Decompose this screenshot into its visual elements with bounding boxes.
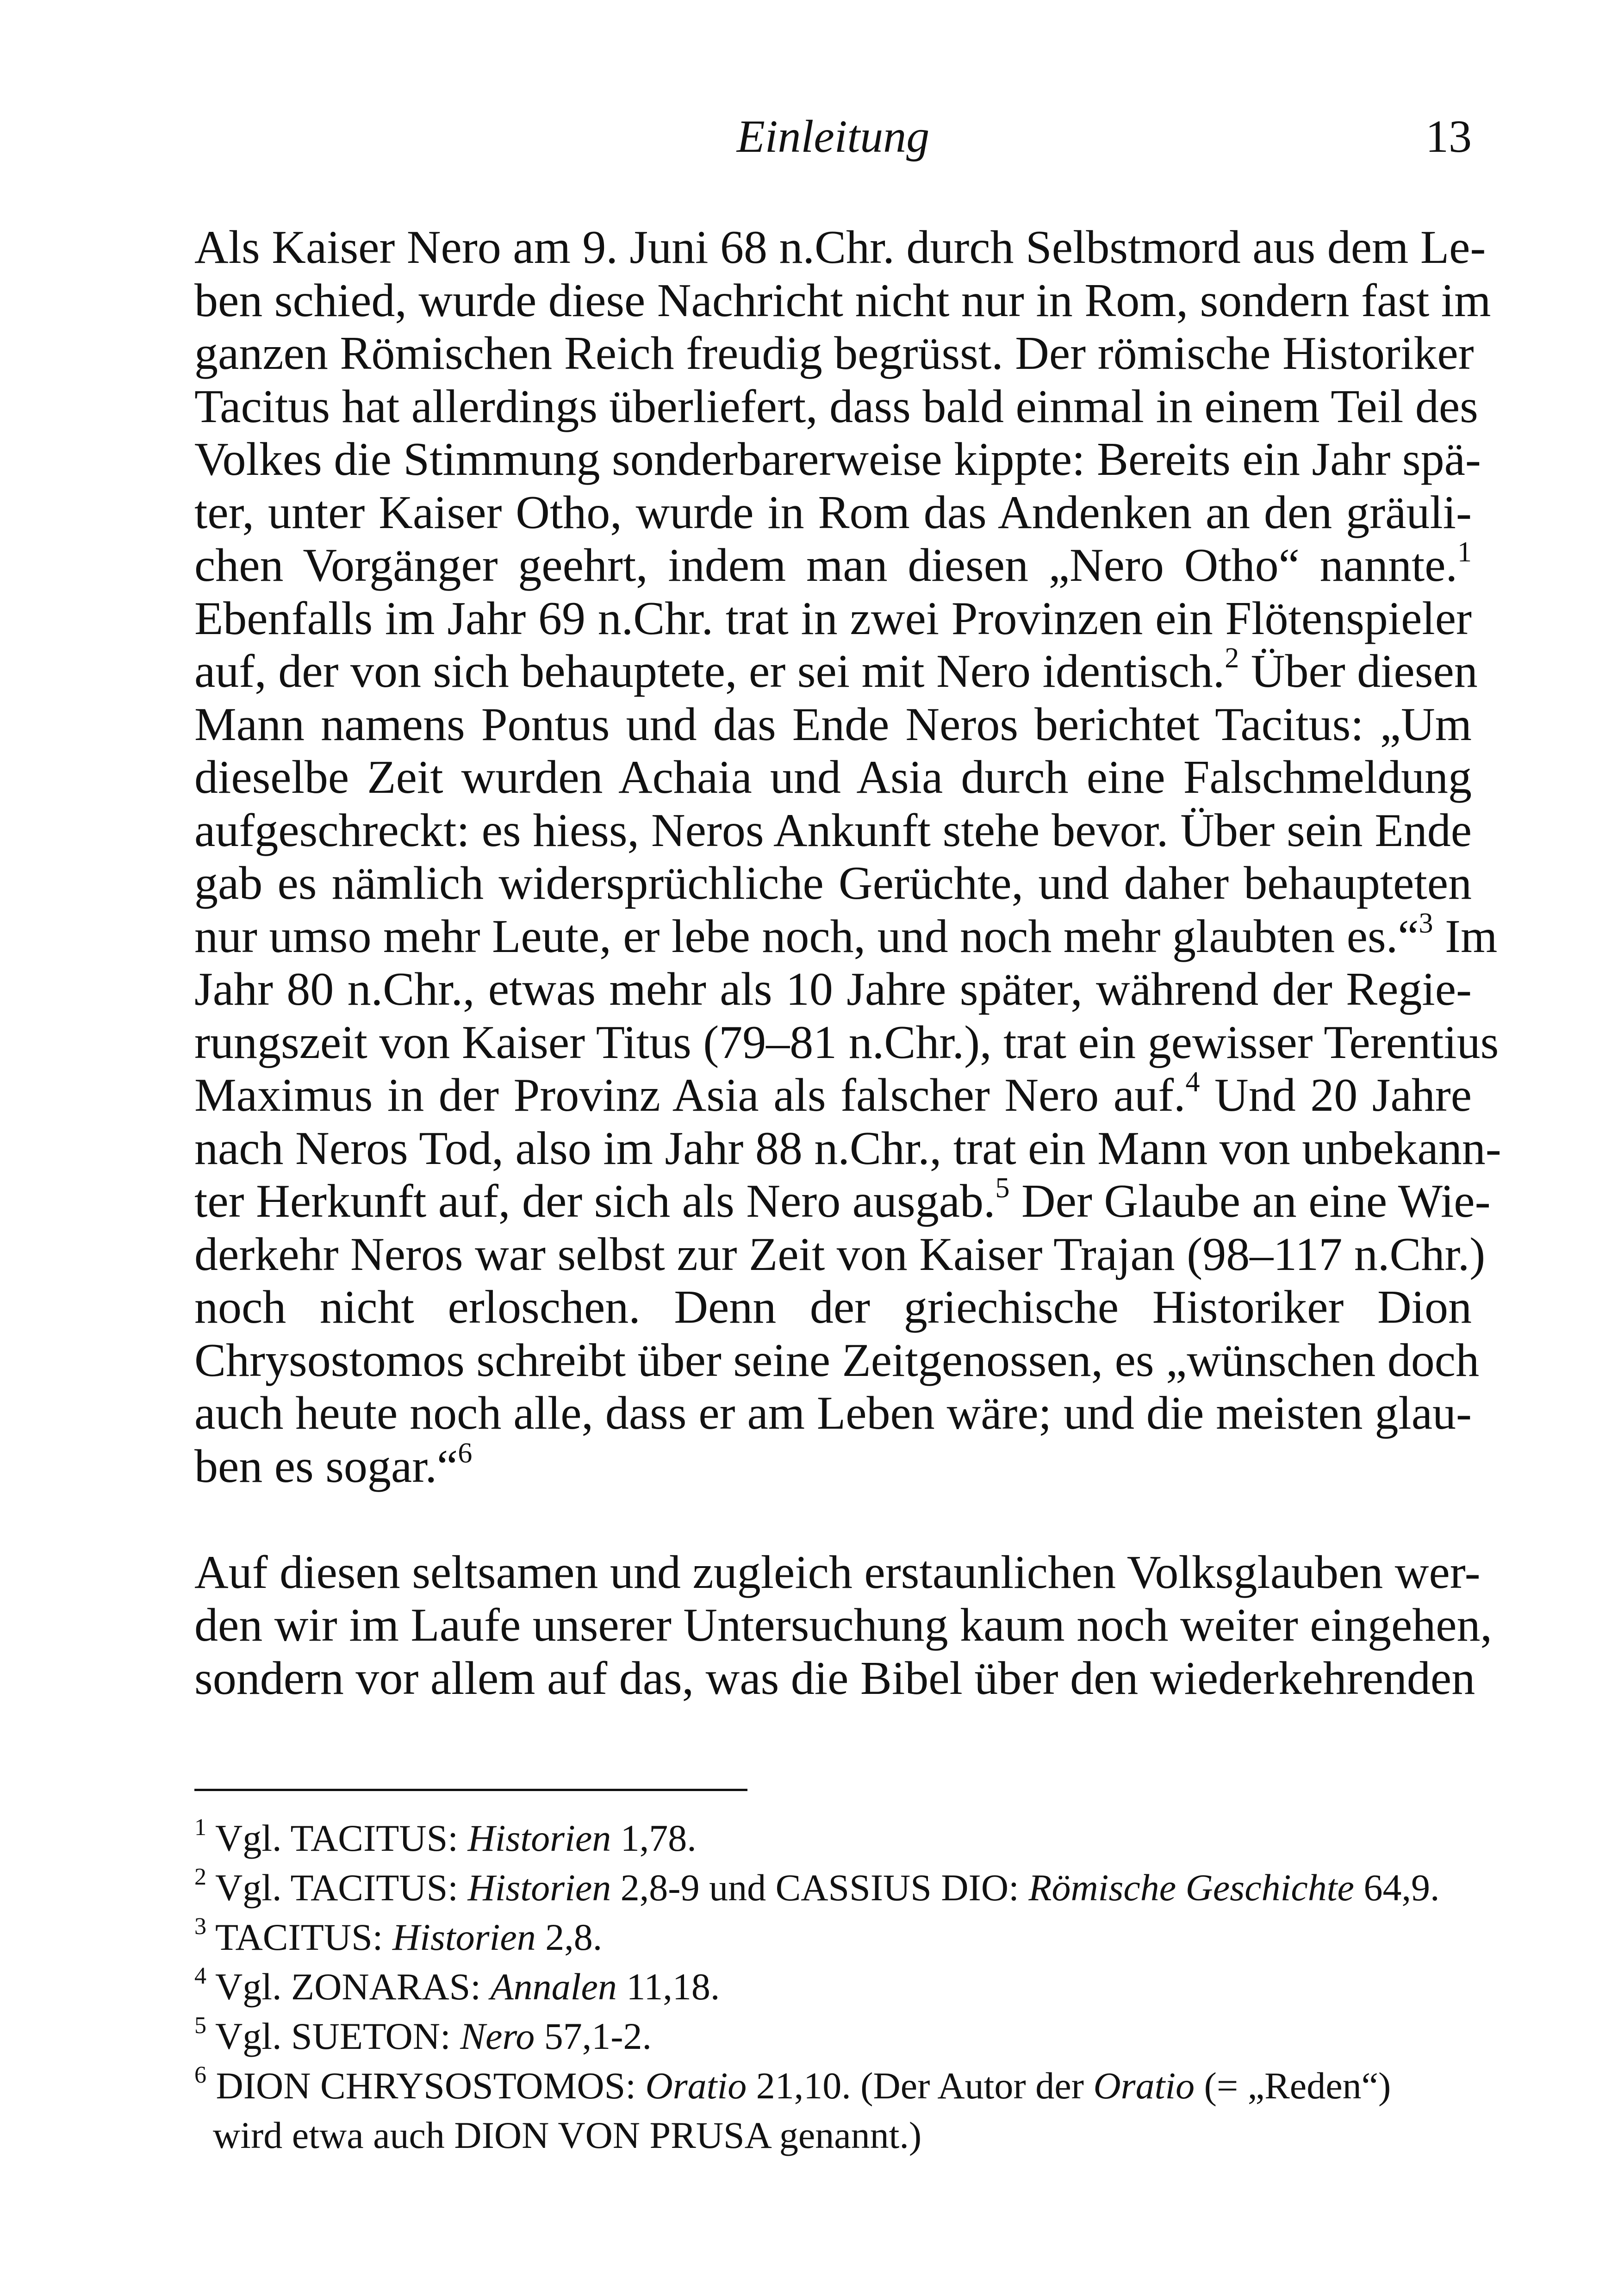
footnote-text: 57,1-2. <box>535 2015 652 2057</box>
text-run: auch heute noch alle, dass er am Leben wäre; und die meisten glau- <box>194 1387 1472 1439</box>
text-run: noch nicht erloschen. Denn der griechische Historiker Dion <box>194 1281 1472 1333</box>
footnote-6 <box>194 2061 1472 2110</box>
footnote-number: 2 <box>194 1864 206 1890</box>
footnote-text: DION CHRYSOSTOMOS: <box>216 2065 646 2107</box>
footnote-text: Vgl. TACITUS: <box>215 1817 468 1859</box>
text-run: chen Vorgänger geehrt, indem man diesen „Nero Otho“ nannte. <box>194 539 1457 591</box>
running-title: Einleitung <box>736 111 930 162</box>
text-run: Chrysostomos schreibt über seine Zeitgenossen, es „wünschen doch <box>194 1334 1480 1387</box>
footnote-text: Vgl. TACITUS: <box>215 1867 468 1909</box>
text-run: ganzen Römischen Reich freudig begrüsst. Der römische Historiker <box>194 327 1474 380</box>
footnote-1 <box>194 1813 1472 1863</box>
text-run: nur umso mehr Leute, er lebe noch, und noch mehr glaubten es.“ <box>194 910 1419 963</box>
footnote-text: 11,18. <box>616 1966 720 2008</box>
footnote-text: Vgl. SUETON: <box>215 2015 461 2057</box>
footnote-number: 5 <box>194 2012 206 2039</box>
page-number: 13 <box>1425 111 1472 162</box>
text-run: Auf diesen seltsamen und zugleich erstaunlichen Volksglauben wer- <box>194 1546 1481 1599</box>
text-line <box>194 221 1486 274</box>
text-line <box>194 433 1481 486</box>
footnote-marker: 6 <box>458 1437 473 1469</box>
text-line <box>194 907 1498 964</box>
footnote-text: Vgl. ZONARAS: <box>215 1966 491 2008</box>
work-title: Nero <box>460 2015 535 2057</box>
work-title: Oratio <box>645 2065 747 2107</box>
text-line <box>194 1546 1481 1599</box>
text-run: Tacitus hat allerdings überliefert, dass bald einmal in einem Teil des <box>194 380 1478 433</box>
text-line <box>194 1281 1472 1334</box>
text-line <box>194 1334 1480 1388</box>
footnote-marker: 2 <box>1225 642 1239 674</box>
text-line <box>194 486 1472 540</box>
text-line <box>194 1066 1472 1122</box>
text-run: Mann namens Pontus und das Ende Neros berichtet Tacitus: „Um <box>194 698 1472 751</box>
text-line <box>194 592 1472 646</box>
text-run: Volkes die Stimmung sonderbarerweise kippte: Bereits ein Jahr spä- <box>194 433 1481 485</box>
text-run: Über diesen <box>1239 645 1478 697</box>
text-line <box>194 1016 1499 1070</box>
text-run: ter, unter Kaiser Otho, wurde in Rom das Andenken an den gräuli- <box>194 486 1472 539</box>
footnote-6-continuation: wird etwa auch DION VON PRUSA genannt.) <box>213 2114 922 2156</box>
work-title: Historien <box>467 1867 611 1909</box>
work-title: Historien <box>467 1817 611 1859</box>
text-line <box>194 380 1478 434</box>
text-line <box>194 642 1478 698</box>
footnote-number: 3 <box>194 1913 206 1940</box>
text-line <box>194 274 1491 328</box>
text-line <box>194 857 1472 910</box>
text-run: ben schied, wurde diese Nachricht nicht nur in Rom, sondern fast im <box>194 274 1491 327</box>
text-run: ben es sogar.“ <box>194 1440 458 1493</box>
work-title: Historien <box>392 1916 536 1958</box>
text-line <box>194 1387 1472 1440</box>
text-run: sondern vor allem auf das, was die Bibel über den wiederkehrenden <box>194 1652 1475 1705</box>
text-run: Ebenfalls im Jahr 69 n.Chr. trat in zwei Provinzen ein Flötenspieler <box>194 592 1472 645</box>
work-title: Römische Geschichte <box>1028 1867 1354 1909</box>
text-line <box>194 1228 1486 1282</box>
footnote-3 <box>194 1912 1472 1962</box>
footnote-marker: 4 <box>1185 1066 1200 1098</box>
footnote-text: 2,8. <box>535 1916 603 1958</box>
text-line <box>194 327 1472 380</box>
footnote-text: TACITUS: <box>215 1916 392 1958</box>
text-run: Als Kaiser Nero am 9. Juni 68 n.Chr. durch Selbstmord aus dem Le- <box>194 221 1486 274</box>
text-run: Im <box>1433 910 1498 963</box>
text-line <box>194 1437 1472 1493</box>
text-line <box>194 751 1472 804</box>
footnote-text: 64,9. <box>1354 1867 1440 1909</box>
footnote-2 <box>194 1863 1472 1912</box>
text-run: gab es nämlich widersprüchliche Gerüchte, und daher behaupteten <box>194 857 1472 909</box>
footnote-text: 21,10. (Der Autor der <box>747 2065 1094 2107</box>
text-run: dieselbe Zeit wurden Achaia und Asia durch eine Falschmeldung <box>194 751 1472 803</box>
footnote-marker: 3 <box>1419 907 1433 939</box>
text-run: Maximus in der Provinz Asia als falscher Nero auf. <box>194 1069 1186 1121</box>
text-line <box>194 804 1472 858</box>
text-line <box>194 536 1472 592</box>
text-line <box>194 1122 1501 1176</box>
footnote-number: 4 <box>194 1963 206 1989</box>
footnotes <box>194 1813 1472 2160</box>
text-run: auf, der von sich behauptete, er sei mit Nero identisch. <box>194 645 1225 697</box>
footnote-text: 2,8-9 und CASSIUS DIO: <box>611 1867 1029 1909</box>
text-run: aufgeschreckt: es hiess, Neros Ankunft stehe bevor. Über sein Ende <box>194 804 1472 857</box>
work-title: Oratio <box>1093 2065 1195 2107</box>
paragraph <box>194 221 1501 1493</box>
text-run: derkehr Neros war selbst zur Zeit von Kaiser Trajan (98–117 n.Chr.) <box>194 1228 1486 1281</box>
paragraph-gap <box>194 1493 1472 1546</box>
text-line <box>194 1172 1491 1228</box>
text-line <box>194 1599 1493 1652</box>
footnote-marker: 5 <box>995 1172 1010 1204</box>
text-run: rungszeit von Kaiser Titus (79–81 n.Chr.), trat ein gewisser Terentius <box>194 1016 1499 1069</box>
paragraph <box>194 1546 1493 1705</box>
footnote-number: 1 <box>194 1814 206 1841</box>
footnote-text: (= „Reden“) <box>1195 2065 1391 2107</box>
main-text <box>194 221 1501 1705</box>
text-run: ter Herkunft auf, der sich als Nero ausgab. <box>194 1175 996 1227</box>
footnote-marker: 1 <box>1457 536 1472 568</box>
footnote-separator <box>194 1789 747 1791</box>
text-run: Und 20 Jahre <box>1200 1069 1472 1121</box>
footnote-4 <box>194 1962 1472 2011</box>
footnote-number: 6 <box>194 2062 206 2088</box>
text-line <box>194 963 1472 1016</box>
footnote-text: 1,78. <box>611 1817 697 1859</box>
footnote-5 <box>194 2011 1472 2061</box>
running-header <box>194 106 1472 167</box>
text-line <box>194 698 1472 752</box>
text-run: den wir im Laufe unserer Untersuchung kaum noch weiter eingehen, <box>194 1599 1493 1651</box>
work-title: Annalen <box>490 1966 617 2008</box>
text-run: Der Glaube an eine Wie- <box>1009 1175 1491 1227</box>
text-run: Jahr 80 n.Chr., etwas mehr als 10 Jahre später, während der Regie- <box>194 963 1472 1015</box>
text-run: nach Neros Tod, also im Jahr 88 n.Chr., trat ein Mann von unbekann- <box>194 1122 1501 1175</box>
text-line <box>194 1652 1475 1705</box>
